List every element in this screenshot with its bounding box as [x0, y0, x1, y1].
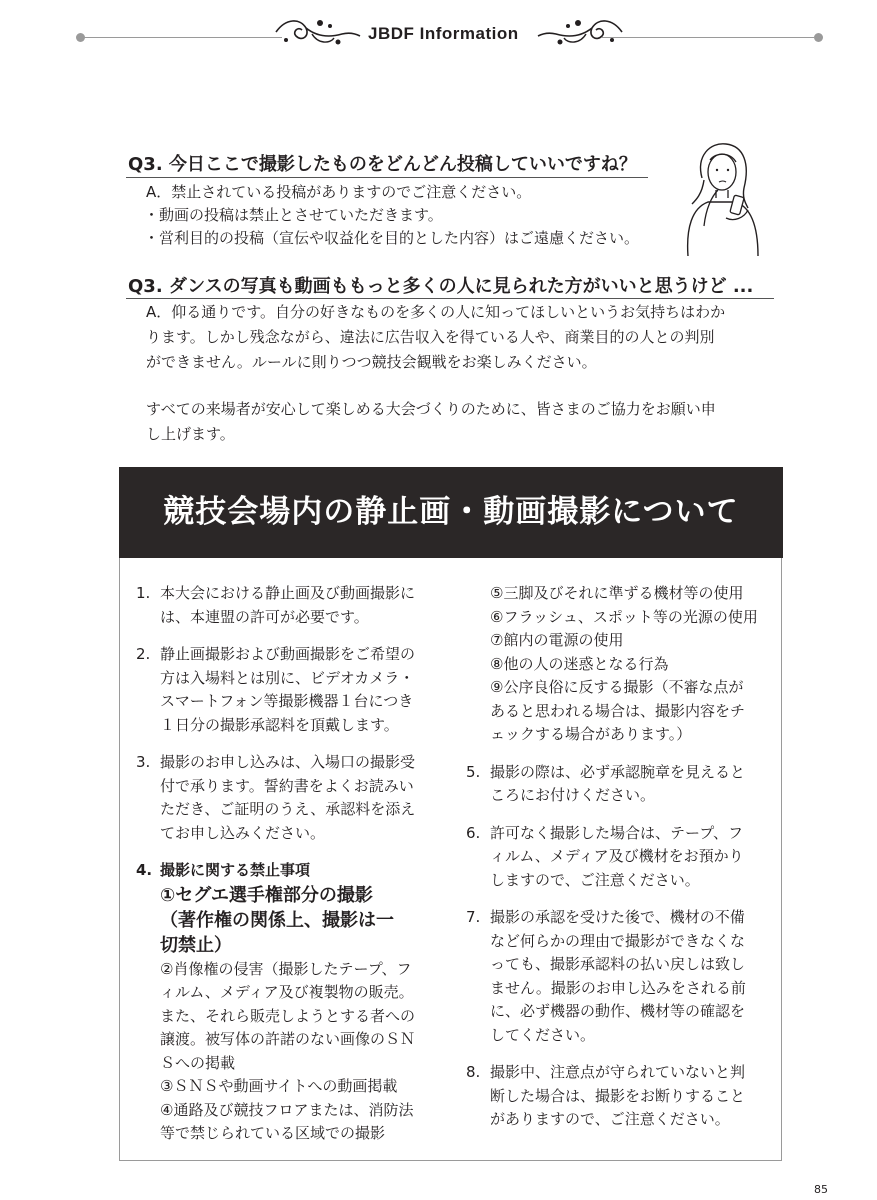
prohibited-list: ⑤三脚及びそれに準ずる機材等の使用 ⑥フラッシュ、スポット等の光源の使用 ⑦館内の電源の使用 ⑧他の人の迷惑となる行為 ⑨公序良俗に反する撮影（不審な点が あると思われる場合は、撮影内容をチ ェックする場合があります。）: [490, 584, 758, 743]
closing-line: し上げます。: [146, 425, 235, 443]
rule-item: [136, 643, 456, 737]
rule-item: [466, 761, 776, 808]
header-rule-dot-right: [814, 33, 823, 42]
rule-number: 4.: [136, 861, 153, 879]
rule-item-prohibited: [136, 859, 456, 1146]
ornament-left-icon: [272, 14, 362, 50]
rule-item: [466, 906, 776, 1047]
rule-text: 許可なく撮影した場合は、テープ、フ ィルム、メディア及び機材をお預かり しますので、ご注意ください。: [490, 823, 744, 889]
rule-number: 1.: [136, 584, 151, 602]
section-title: 競技会場内の静止画・動画撮影について: [163, 494, 739, 530]
rule-text: 本大会における静止画及び動画撮影に は、本連盟の許可が必要です。: [160, 584, 416, 626]
rule-text: 撮影の承認を受けた後で、機材の不備 など何らかの理由で撮影ができなくな っても、撮影承認料の払い戻しは致し ません。撮影のお申し込みをされる前 に、必ず機器の動作、機材等の確認を してください。: [490, 908, 746, 1044]
rule-number: 7.: [466, 908, 481, 926]
rule-number: 5.: [466, 762, 481, 781]
header-rule-dot-left: [76, 33, 85, 42]
answer-line: A．仰る通りです。自分の好きなものを多くの人に知ってほしいというお気持ちはわか: [146, 303, 726, 321]
rule-item: [136, 582, 456, 629]
rule-text: 撮影の際は、必ず承認腕章を見えると ころにお付けください。: [490, 762, 746, 804]
rule-number: 2.: [136, 645, 151, 663]
header-rule-right: [602, 37, 814, 38]
answer-line: ができません。ルールに則りつつ競技会観戦をお楽しみください。: [146, 353, 597, 371]
rules-right-column: [466, 582, 776, 1132]
rule-text: 撮影中、注意点が守られていないと判 断した場合は、撮影をお断りすること がありますので、ご注意ください。: [490, 1063, 746, 1128]
prohibited-heading: 撮影に関する禁止事項: [160, 861, 311, 879]
page-number: 85: [814, 1183, 828, 1196]
rule-number: 3.: [136, 753, 151, 771]
rule-item: [466, 822, 776, 893]
prohibited-list-continued: [466, 582, 776, 747]
rule-text: 静止画撮影および動画撮影をご希望の 方は入場料とは別に、ビデオカメラ・ スマートフォン等撮影機器１台につき １日分の撮影承認料を頂戴します。: [160, 645, 416, 734]
answer-line: A．禁止されている投稿がありますのでご注意ください。: [146, 183, 532, 201]
prohibited-list: ②肖像権の侵害（撮影したテープ、フ ィルム、メディア及び複製物の販売。 また、それら販売しようとする者への 譲渡。被写体の許諾のない画像のＳＮ Ｓへの掲載 ③ＳＮＳや動画サイトへの動画掲載 ④通路及び競技フロアまたは、消防法 等で禁じられている区域での撮影: [160, 959, 416, 1142]
closing-line: すべての来場者が安心して楽しめる大会づくりのために、皆さまのご協力をお願い申: [146, 400, 716, 418]
question-title: Q3. ダンスの写真も動画ももっと多くの人に見られた方がいいと思うけど ...: [128, 276, 754, 297]
ornament-right-icon: [536, 14, 626, 50]
rule-number: 6.: [466, 823, 481, 842]
section-banner: [119, 467, 783, 558]
answer-line: ・営利目的の投稿（宣伝や収益化を目的とした内容）はご遠慮ください。: [144, 229, 640, 247]
prohibited-emphasis: ①セグエ選手権部分の撮影 （著作権の関係上、撮影は一 切禁止）: [160, 884, 394, 956]
rules-left-column: [136, 582, 456, 1146]
question-rule: [126, 177, 648, 178]
question-title: Q3. 今日ここで撮影したものをどんどん投稿していいですね？: [128, 154, 637, 175]
question-rule: [126, 298, 774, 299]
rule-number: 8.: [466, 1063, 481, 1081]
rule-text: 撮影のお申し込みは、入場口の撮影受 付で承ります。誓約書をよくお読みい ただき、ご証明のうえ、承認料を添え てお申し込みください。: [160, 753, 416, 842]
answer-line: ります。しかし残念ながら、違法に広告収入を得ている人や、商業目的の人との判別: [146, 328, 715, 346]
answer-line: ・動画の投稿は禁止とさせていただきます。: [144, 206, 443, 224]
rule-item: [136, 751, 456, 845]
woman-with-phone-illustration: [682, 138, 762, 256]
rule-item: [466, 1061, 776, 1132]
header-rule-left: [82, 37, 282, 38]
header-title: JBDF Information: [368, 24, 519, 43]
